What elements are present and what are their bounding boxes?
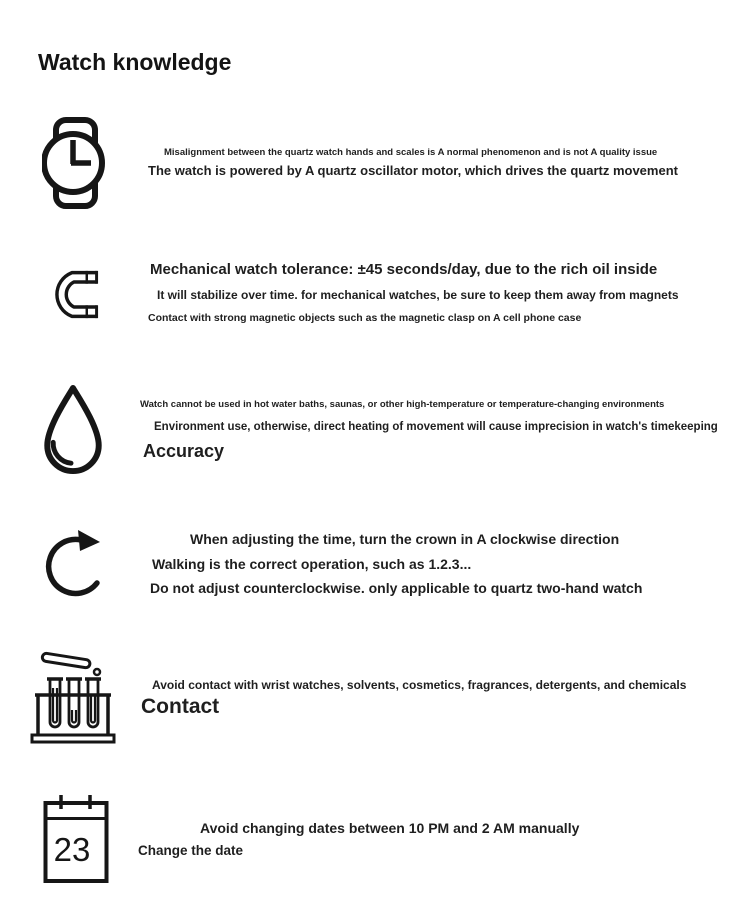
heading-accuracy: Accuracy xyxy=(143,441,225,461)
note-environment: Environment use, otherwise, direct heating of movement will cause imprecision in watch's timekeeping xyxy=(154,421,718,433)
note-hot-water: Watch cannot be used in hot water baths, saunas, or other high-temperature or temperature-changing environments xyxy=(140,399,665,410)
water-drop-icon xyxy=(40,383,106,478)
note-avoid-date-change: Avoid changing dates between 10 PM and 2 AM manually xyxy=(200,820,580,836)
clockwise-arrow-icon xyxy=(42,527,108,601)
note-walking: Walking is the correct operation, such as 1.2.3... xyxy=(152,556,472,572)
note-quartz-motor: The watch is powered by A quartz oscillator motor, which drives the quartz movement xyxy=(148,163,678,178)
calendar-icon xyxy=(42,793,110,885)
note-avoid-chemicals: Avoid contact with wrist watches, solvents, cosmetics, fragrances, detergents, and chemicals xyxy=(152,678,687,692)
note-misalignment: Misalignment between the quartz watch hands and scales is A normal phenomenon and is not A quality issue xyxy=(164,147,658,158)
test-tubes-icon xyxy=(30,646,116,746)
wristwatch-icon xyxy=(42,116,106,210)
note-change-date: Change the date xyxy=(138,843,244,858)
note-counterclockwise: Do not adjust counterclockwise. only applicable to quartz two-hand watch xyxy=(150,580,643,596)
calendar-day-number: 23 xyxy=(53,831,91,868)
page-title: Watch knowledge xyxy=(38,49,232,76)
magnet-icon xyxy=(42,266,104,323)
note-magnetic-objects: Contact with strong magnetic objects such as the magnetic clasp on A cell phone case xyxy=(148,312,582,324)
heading-contact: Contact xyxy=(141,695,220,718)
note-tolerance: Mechanical watch tolerance: ±45 seconds/day, due to the rich oil inside xyxy=(150,261,658,278)
note-stabilize: It will stabilize over time. for mechanical watches, be sure to keep them away from magnets xyxy=(157,288,679,302)
note-clockwise: When adjusting the time, turn the crown in A clockwise direction xyxy=(190,531,620,547)
